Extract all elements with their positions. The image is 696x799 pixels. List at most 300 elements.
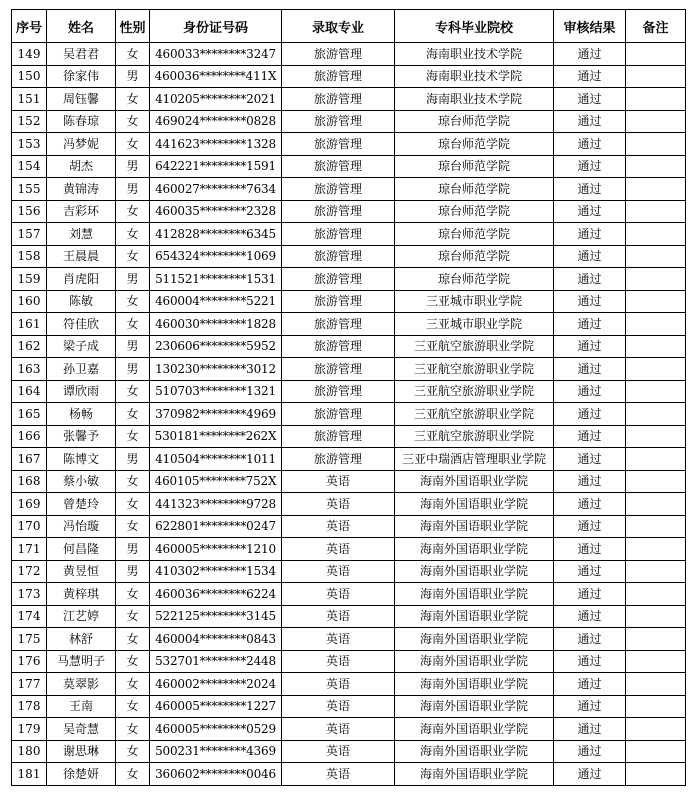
cell-name: 陈博文 — [47, 448, 116, 471]
cell-serial: 174 — [12, 605, 47, 628]
cell-review-result: 通过 — [554, 425, 626, 448]
cell-serial: 156 — [12, 200, 47, 223]
cell-college: 琼台师范学院 — [395, 245, 554, 268]
cell-major: 英语 — [282, 650, 395, 673]
cell-gender: 女 — [116, 470, 150, 493]
cell-id-number: 410302********1534 — [150, 560, 282, 583]
cell-serial: 150 — [12, 65, 47, 88]
cell-review-result: 通过 — [554, 538, 626, 561]
cell-gender: 女 — [116, 515, 150, 538]
cell-name: 莫翠影 — [47, 673, 116, 696]
cell-id-number: 460004********0843 — [150, 628, 282, 651]
cell-name: 谢思琳 — [47, 740, 116, 763]
cell-serial: 168 — [12, 470, 47, 493]
cell-college: 三亚中瑞酒店管理职业学院 — [395, 448, 554, 471]
cell-major: 英语 — [282, 673, 395, 696]
cell-name: 周钰馨 — [47, 88, 116, 111]
cell-college: 琼台师范学院 — [395, 133, 554, 156]
cell-serial: 170 — [12, 515, 47, 538]
cell-college: 海南职业技术学院 — [395, 88, 554, 111]
cell-serial: 171 — [12, 538, 47, 561]
cell-id-number: 412828********6345 — [150, 223, 282, 246]
cell-college: 海南外国语职业学院 — [395, 695, 554, 718]
table-row — [12, 695, 686, 718]
table-row — [12, 88, 686, 111]
cell-gender: 女 — [116, 763, 150, 786]
cell-review-result: 通过 — [554, 515, 626, 538]
cell-name: 吴奇慧 — [47, 718, 116, 741]
cell-gender: 女 — [116, 628, 150, 651]
table-row — [12, 223, 686, 246]
cell-serial: 162 — [12, 335, 47, 358]
cell-review-result: 通过 — [554, 110, 626, 133]
cell-id-number: 460027********7634 — [150, 178, 282, 201]
cell-college: 三亚航空旅游职业学院 — [395, 403, 554, 426]
cell-major: 旅游管理 — [282, 448, 395, 471]
cell-college: 琼台师范学院 — [395, 155, 554, 178]
header-gender: 性别 — [116, 10, 150, 43]
cell-college: 三亚航空旅游职业学院 — [395, 380, 554, 403]
table-row — [12, 290, 686, 313]
cell-name: 黄梓琪 — [47, 583, 116, 606]
cell-college: 三亚城市职业学院 — [395, 290, 554, 313]
cell-major: 英语 — [282, 538, 395, 561]
cell-college: 海南外国语职业学院 — [395, 583, 554, 606]
cell-name: 胡杰 — [47, 155, 116, 178]
cell-college: 海南职业技术学院 — [395, 43, 554, 66]
cell-college: 三亚航空旅游职业学院 — [395, 335, 554, 358]
cell-major: 英语 — [282, 493, 395, 516]
cell-review-result: 通过 — [554, 673, 626, 696]
cell-gender: 女 — [116, 88, 150, 111]
cell-review-result: 通过 — [554, 628, 626, 651]
table-row — [12, 133, 686, 156]
cell-id-number: 469024********0828 — [150, 110, 282, 133]
cell-serial: 169 — [12, 493, 47, 516]
cell-remarks — [626, 290, 686, 313]
table-row — [12, 560, 686, 583]
cell-id-number: 622801********0247 — [150, 515, 282, 538]
cell-gender: 男 — [116, 65, 150, 88]
cell-id-number: 441623********1328 — [150, 133, 282, 156]
cell-review-result: 通过 — [554, 605, 626, 628]
cell-serial: 159 — [12, 268, 47, 291]
cell-serial: 166 — [12, 425, 47, 448]
cell-remarks — [626, 740, 686, 763]
admission-table — [11, 9, 686, 786]
cell-serial: 180 — [12, 740, 47, 763]
cell-serial: 154 — [12, 155, 47, 178]
cell-serial: 163 — [12, 358, 47, 381]
cell-serial: 177 — [12, 673, 47, 696]
cell-serial: 151 — [12, 88, 47, 111]
table-row — [12, 583, 686, 606]
cell-college: 海南外国语职业学院 — [395, 605, 554, 628]
cell-id-number: 511521********1531 — [150, 268, 282, 291]
cell-remarks — [626, 155, 686, 178]
cell-serial: 160 — [12, 290, 47, 313]
cell-id-number: 460030********1828 — [150, 313, 282, 336]
cell-remarks — [626, 560, 686, 583]
cell-review-result: 通过 — [554, 335, 626, 358]
cell-college: 海南外国语职业学院 — [395, 650, 554, 673]
table-row — [12, 673, 686, 696]
cell-id-number: 460036********6224 — [150, 583, 282, 606]
table-row — [12, 380, 686, 403]
cell-gender: 女 — [116, 313, 150, 336]
cell-major: 英语 — [282, 628, 395, 651]
cell-remarks — [626, 628, 686, 651]
cell-college: 三亚城市职业学院 — [395, 313, 554, 336]
cell-review-result: 通过 — [554, 493, 626, 516]
table-row — [12, 200, 686, 223]
table-row — [12, 65, 686, 88]
cell-major: 旅游管理 — [282, 358, 395, 381]
cell-college: 海南外国语职业学院 — [395, 763, 554, 786]
table-row — [12, 718, 686, 741]
cell-major: 英语 — [282, 740, 395, 763]
cell-remarks — [626, 200, 686, 223]
cell-id-number: 532701********2448 — [150, 650, 282, 673]
cell-gender: 女 — [116, 200, 150, 223]
cell-gender: 女 — [116, 133, 150, 156]
cell-name: 孙卫嘉 — [47, 358, 116, 381]
cell-major: 旅游管理 — [282, 200, 395, 223]
cell-id-number: 410504********1011 — [150, 448, 282, 471]
cell-college: 琼台师范学院 — [395, 268, 554, 291]
cell-remarks — [626, 335, 686, 358]
cell-id-number: 441323********9728 — [150, 493, 282, 516]
cell-gender: 男 — [116, 560, 150, 583]
table-body — [12, 43, 686, 786]
cell-name: 吉彩环 — [47, 200, 116, 223]
cell-review-result: 通过 — [554, 65, 626, 88]
cell-college: 海南外国语职业学院 — [395, 718, 554, 741]
cell-serial: 155 — [12, 178, 47, 201]
cell-id-number: 130230********3012 — [150, 358, 282, 381]
cell-id-number: 460105********752X — [150, 470, 282, 493]
table-row — [12, 650, 686, 673]
cell-serial: 179 — [12, 718, 47, 741]
cell-remarks — [626, 43, 686, 66]
cell-review-result: 通过 — [554, 448, 626, 471]
cell-college: 三亚航空旅游职业学院 — [395, 425, 554, 448]
cell-id-number: 500231********4369 — [150, 740, 282, 763]
cell-remarks — [626, 583, 686, 606]
table-row — [12, 110, 686, 133]
table-row — [12, 763, 686, 786]
cell-gender: 女 — [116, 583, 150, 606]
cell-college: 琼台师范学院 — [395, 223, 554, 246]
header-college: 专科毕业院校 — [395, 10, 554, 43]
cell-remarks — [626, 223, 686, 246]
cell-major: 旅游管理 — [282, 223, 395, 246]
cell-remarks — [626, 380, 686, 403]
cell-serial: 178 — [12, 695, 47, 718]
cell-major: 英语 — [282, 605, 395, 628]
cell-major: 英语 — [282, 718, 395, 741]
table-row — [12, 245, 686, 268]
cell-review-result: 通过 — [554, 650, 626, 673]
cell-serial: 161 — [12, 313, 47, 336]
cell-gender: 男 — [116, 155, 150, 178]
header-id-number: 身份证号码 — [150, 10, 282, 43]
cell-review-result: 通过 — [554, 718, 626, 741]
cell-remarks — [626, 268, 686, 291]
table-row — [12, 740, 686, 763]
cell-id-number: 460002********2024 — [150, 673, 282, 696]
header-name: 姓名 — [47, 10, 116, 43]
cell-id-number: 460036********411X — [150, 65, 282, 88]
cell-review-result: 通过 — [554, 740, 626, 763]
cell-id-number: 460005********1210 — [150, 538, 282, 561]
cell-review-result: 通过 — [554, 133, 626, 156]
cell-gender: 男 — [116, 335, 150, 358]
cell-serial: 152 — [12, 110, 47, 133]
cell-review-result: 通过 — [554, 583, 626, 606]
cell-name: 江艺婷 — [47, 605, 116, 628]
cell-name: 黄昱恒 — [47, 560, 116, 583]
cell-review-result: 通过 — [554, 155, 626, 178]
cell-major: 旅游管理 — [282, 313, 395, 336]
cell-college: 海南外国语职业学院 — [395, 470, 554, 493]
cell-college: 海南外国语职业学院 — [395, 628, 554, 651]
cell-college: 海南外国语职业学院 — [395, 740, 554, 763]
cell-college: 琼台师范学院 — [395, 200, 554, 223]
cell-name: 林舒 — [47, 628, 116, 651]
cell-college: 海南外国语职业学院 — [395, 560, 554, 583]
cell-review-result: 通过 — [554, 200, 626, 223]
cell-remarks — [626, 425, 686, 448]
cell-gender: 女 — [116, 380, 150, 403]
cell-gender: 女 — [116, 290, 150, 313]
cell-gender: 男 — [116, 358, 150, 381]
cell-major: 旅游管理 — [282, 65, 395, 88]
cell-remarks — [626, 448, 686, 471]
cell-major: 旅游管理 — [282, 403, 395, 426]
cell-id-number: 530181********262X — [150, 425, 282, 448]
cell-major: 英语 — [282, 515, 395, 538]
cell-serial: 157 — [12, 223, 47, 246]
cell-remarks — [626, 133, 686, 156]
cell-serial: 172 — [12, 560, 47, 583]
table-row — [12, 493, 686, 516]
cell-remarks — [626, 515, 686, 538]
cell-name: 徐家伟 — [47, 65, 116, 88]
table-row — [12, 425, 686, 448]
cell-name: 马慧明子 — [47, 650, 116, 673]
cell-review-result: 通过 — [554, 223, 626, 246]
cell-major: 旅游管理 — [282, 110, 395, 133]
cell-major: 英语 — [282, 763, 395, 786]
cell-review-result: 通过 — [554, 380, 626, 403]
cell-major: 旅游管理 — [282, 425, 395, 448]
cell-serial: 175 — [12, 628, 47, 651]
cell-major: 旅游管理 — [282, 133, 395, 156]
cell-gender: 女 — [116, 650, 150, 673]
cell-name: 徐楚妍 — [47, 763, 116, 786]
cell-serial: 173 — [12, 583, 47, 606]
cell-gender: 女 — [116, 110, 150, 133]
cell-major: 旅游管理 — [282, 178, 395, 201]
cell-id-number: 642221********1591 — [150, 155, 282, 178]
cell-name: 陈敏 — [47, 290, 116, 313]
cell-major: 旅游管理 — [282, 245, 395, 268]
cell-name: 陈春琼 — [47, 110, 116, 133]
cell-serial: 165 — [12, 403, 47, 426]
cell-serial: 153 — [12, 133, 47, 156]
cell-gender: 女 — [116, 43, 150, 66]
cell-review-result: 通过 — [554, 560, 626, 583]
header-row — [12, 10, 686, 43]
table-row — [12, 403, 686, 426]
cell-remarks — [626, 695, 686, 718]
cell-gender: 女 — [116, 718, 150, 741]
cell-remarks — [626, 605, 686, 628]
cell-gender: 男 — [116, 448, 150, 471]
cell-remarks — [626, 718, 686, 741]
table-row — [12, 538, 686, 561]
cell-name: 张馨予 — [47, 425, 116, 448]
table-row — [12, 628, 686, 651]
cell-name: 黄锦涛 — [47, 178, 116, 201]
header-remarks: 备注 — [626, 10, 686, 43]
cell-name: 吴君君 — [47, 43, 116, 66]
cell-review-result: 通过 — [554, 268, 626, 291]
cell-id-number: 460004********5221 — [150, 290, 282, 313]
cell-gender: 女 — [116, 605, 150, 628]
cell-id-number: 230606********5952 — [150, 335, 282, 358]
cell-name: 符佳欣 — [47, 313, 116, 336]
table-row — [12, 515, 686, 538]
cell-review-result: 通过 — [554, 763, 626, 786]
cell-major: 旅游管理 — [282, 155, 395, 178]
cell-gender: 男 — [116, 538, 150, 561]
cell-name: 梁子成 — [47, 335, 116, 358]
cell-gender: 女 — [116, 223, 150, 246]
cell-id-number: 460033********3247 — [150, 43, 282, 66]
cell-name: 何昌隆 — [47, 538, 116, 561]
cell-review-result: 通过 — [554, 470, 626, 493]
table-row — [12, 43, 686, 66]
cell-gender: 女 — [116, 695, 150, 718]
cell-college: 海南外国语职业学院 — [395, 538, 554, 561]
cell-college: 海南外国语职业学院 — [395, 673, 554, 696]
cell-major: 英语 — [282, 695, 395, 718]
table-row — [12, 605, 686, 628]
cell-remarks — [626, 673, 686, 696]
cell-name: 肖虎阳 — [47, 268, 116, 291]
cell-id-number: 510703********1321 — [150, 380, 282, 403]
cell-serial: 181 — [12, 763, 47, 786]
cell-gender: 男 — [116, 178, 150, 201]
cell-serial: 176 — [12, 650, 47, 673]
cell-college: 琼台师范学院 — [395, 178, 554, 201]
cell-remarks — [626, 763, 686, 786]
cell-remarks — [626, 470, 686, 493]
cell-remarks — [626, 493, 686, 516]
cell-major: 旅游管理 — [282, 380, 395, 403]
cell-gender: 男 — [116, 268, 150, 291]
cell-review-result: 通过 — [554, 313, 626, 336]
header-serial: 序号 — [12, 10, 47, 43]
cell-major: 英语 — [282, 560, 395, 583]
cell-major: 旅游管理 — [282, 290, 395, 313]
cell-id-number: 654324********1069 — [150, 245, 282, 268]
cell-major: 旅游管理 — [282, 88, 395, 111]
cell-remarks — [626, 88, 686, 111]
cell-remarks — [626, 650, 686, 673]
table-row — [12, 470, 686, 493]
table-row — [12, 155, 686, 178]
cell-college: 琼台师范学院 — [395, 110, 554, 133]
cell-id-number: 410205********2021 — [150, 88, 282, 111]
cell-review-result: 通过 — [554, 403, 626, 426]
cell-review-result: 通过 — [554, 695, 626, 718]
cell-gender: 女 — [116, 493, 150, 516]
cell-serial: 167 — [12, 448, 47, 471]
cell-remarks — [626, 245, 686, 268]
cell-college: 海南职业技术学院 — [395, 65, 554, 88]
cell-name: 王南 — [47, 695, 116, 718]
cell-remarks — [626, 178, 686, 201]
cell-review-result: 通过 — [554, 43, 626, 66]
header-major: 录取专业 — [282, 10, 395, 43]
cell-remarks — [626, 358, 686, 381]
cell-review-result: 通过 — [554, 358, 626, 381]
cell-id-number: 522125********3145 — [150, 605, 282, 628]
table-row — [12, 313, 686, 336]
cell-gender: 女 — [116, 673, 150, 696]
cell-major: 旅游管理 — [282, 335, 395, 358]
cell-serial: 149 — [12, 43, 47, 66]
cell-review-result: 通过 — [554, 245, 626, 268]
cell-name: 杨畅 — [47, 403, 116, 426]
cell-major: 英语 — [282, 470, 395, 493]
table-row — [12, 178, 686, 201]
cell-remarks — [626, 110, 686, 133]
cell-major: 旅游管理 — [282, 43, 395, 66]
cell-college: 海南外国语职业学院 — [395, 493, 554, 516]
cell-gender: 女 — [116, 740, 150, 763]
cell-id-number: 360602********0046 — [150, 763, 282, 786]
cell-gender: 女 — [116, 403, 150, 426]
cell-id-number: 370982********4969 — [150, 403, 282, 426]
cell-review-result: 通过 — [554, 88, 626, 111]
cell-remarks — [626, 538, 686, 561]
cell-id-number: 460005********1227 — [150, 695, 282, 718]
cell-id-number: 460005********0529 — [150, 718, 282, 741]
table-row — [12, 268, 686, 291]
cell-gender: 女 — [116, 245, 150, 268]
cell-name: 蔡小敏 — [47, 470, 116, 493]
cell-remarks — [626, 403, 686, 426]
cell-major: 英语 — [282, 583, 395, 606]
cell-review-result: 通过 — [554, 178, 626, 201]
cell-id-number: 460035********2328 — [150, 200, 282, 223]
cell-name: 冯梦妮 — [47, 133, 116, 156]
cell-serial: 164 — [12, 380, 47, 403]
cell-review-result: 通过 — [554, 290, 626, 313]
header-review-result: 审核结果 — [554, 10, 626, 43]
cell-remarks — [626, 313, 686, 336]
cell-name: 王晨晨 — [47, 245, 116, 268]
cell-gender: 女 — [116, 425, 150, 448]
cell-name: 刘慧 — [47, 223, 116, 246]
cell-name: 谭欣雨 — [47, 380, 116, 403]
table-row — [12, 335, 686, 358]
cell-college: 三亚航空旅游职业学院 — [395, 358, 554, 381]
